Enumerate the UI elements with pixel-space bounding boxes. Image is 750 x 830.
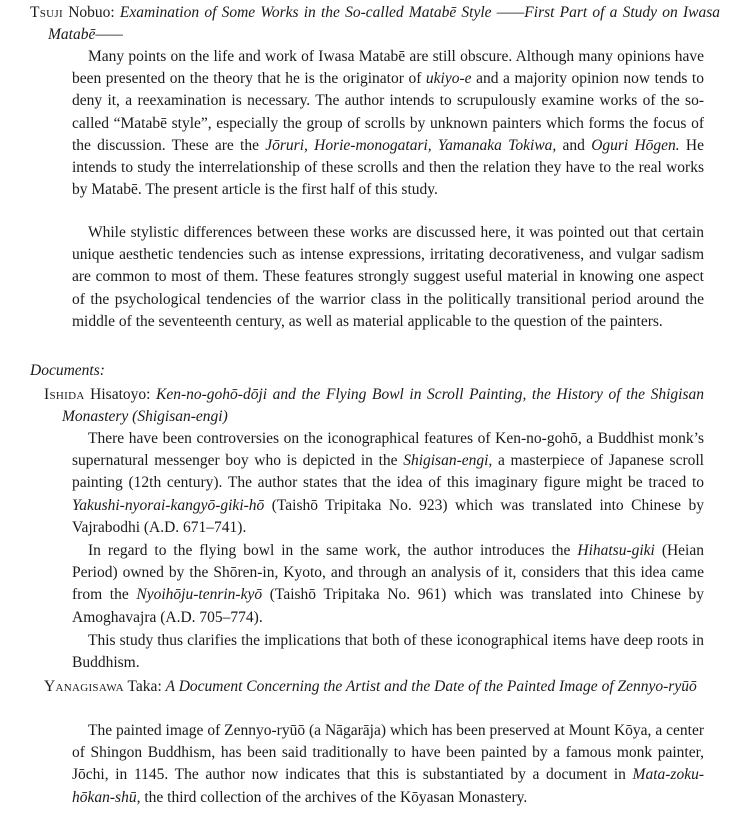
entry1-p1-and: and (556, 136, 592, 154)
entry1-p1-text-c: He intends to study the interrelationship of these scrolls and then the relation they have to the real works by Matabē. The present article is the first half of this study. (72, 136, 704, 199)
entry3-author-family: Yanagisawa (44, 678, 124, 695)
entry3-p1-mata: Mata-zoku-hōkan-shū, (72, 766, 704, 806)
entry2-paragraph-3: This study thus clarifies the implications that both of these iconographical items have deep roots in Buddhism. (72, 632, 704, 672)
entry2-p2-hihatsu: Hihatsu-giki (577, 542, 655, 559)
entry2-p2-text-b: (Heian Period) owned by the Shōren-in, Kyoto, and through an analysis of it, considers that this idea came from the (72, 542, 704, 604)
entry1-paragraph-2: While stylistic differences between these works are discussed here, it was pointed out that certain unique aesthetic tendencies such as intense expressions, irritating decorativeness, and vulgar sadism are common to most of them. These features strongly suggest useful material in knowing one aspect of the psychological tendencies of the warrior class in the politically transitional period around the middle of the seventeenth century, as well as material applicable to the question of the painters. (72, 224, 704, 330)
entry1-p1-oguri: Oguri Hōgen. (591, 136, 680, 154)
entry2-paragraph-1 (72, 428, 704, 539)
entry1-paragraph-1 (72, 46, 704, 201)
documents-label: Documents: (30, 362, 105, 379)
entry1-heading: Tsuji Nobuo: Examination of Some Works in the So-called Matabē Style ——First Part of a Study on Iwasa Matabē—— (30, 4, 720, 43)
entry2-title-a: Ken-no-gohō-dōji and the Flying Bowl in Scroll Painting, the History of the Shigisan Monastery (62, 386, 705, 425)
entry1-author-family: Tsuji (30, 4, 63, 21)
entry1-p1-text-b: and a majority opinion now tends to deny it, a reexamination is necessary. The author intends to scrupulously examine works of the so-called “Matabē style”, especially the group of scrolls by unknown painters which forms the focus of the discussion. These are the (72, 70, 704, 154)
entry2-p1-yakushi: Yakushi-nyorai-kangyō-giki-hō (72, 496, 265, 514)
entry3-title: A Document Concerning the Artist and the Date of the Painted Image of Zennyo-ryūō (165, 678, 697, 695)
entry3-paragraph-1 (72, 720, 704, 809)
entry2-title-b: (Shigisan-engi) (132, 408, 228, 425)
entry2-author-family: Ishida (44, 386, 85, 403)
entry2-p2-text-a: In regard to the flying bowl in the same work, the author introduces the (88, 542, 578, 559)
entry1-title: Examination of Some Works in the So-called Matabē Style ——First Part of a Study on Iwasa Matabē—— (48, 4, 720, 43)
entry2-heading: Ishida Hisatoyo: Ken-no-gohō-dōji and the Flying Bowl in Scroll Painting, the History of the Shigisan Monastery (Shigisan-engi) (44, 386, 705, 425)
entry3-author-given: Taka (127, 678, 158, 695)
entry2-p2-nyoi: Nyoihōju-tenrin-kyō (136, 586, 263, 604)
entry2-p1-text-a: There have been controversies on the iconographical features of Ken-no-gohō, a Buddhist monk’s supernatural messenger boy who is depicted in the (72, 430, 704, 470)
entry2-p1-text-b: a masterpiece of Japanese scroll painting (12th century). The author states that the idea of this imaginary figure might be traced to (72, 452, 704, 492)
entry1-author-given: Nobuo (68, 4, 111, 21)
entry2-paragraph-2 (72, 540, 704, 629)
entry3-heading: Yanagisawa Taka: A Document Concerning the Artist and the Date of the Painted Image of Zennyo-ryūō (44, 678, 697, 695)
entry2-p1-text-c: (Taishō Tripitaka No. 923) which was translated into Chinese by Vajrabodhi (A.D. 671–741). (72, 496, 704, 536)
entry3-p1-text-a: The painted image of Zennyo-ryūō (a Nāgarāja) which has been preserved at Mount Kōya, a center of Shingon Buddhism, has been said traditionally to have been painted by a famous monk painter, Jōchi, in 1145. The author now indicates that this is substantiated by a document in (72, 722, 704, 784)
entry2-p1-shigisan: Shigisan-engi, (403, 452, 493, 470)
entry3-p1-text-b: the third collection of the archives of the Kōyasan Monastery. (140, 788, 528, 806)
entry1-p1-text-a: Many points on the life and work of Iwasa Matabē are still obscure. Although many opinions have been presented on the theory that he is the originator of (72, 48, 704, 88)
entry1-p1-ukiyoe: ukiyo-e (425, 70, 472, 88)
entry2-author-given: Hisatoyo (90, 386, 147, 403)
entry2-p2-text-c: (Taishō Tripitaka No. 961) which was translated into Chinese by Amoghavajra (A.D. 705–774). (72, 586, 705, 626)
entry1-p1-joruri: Jōruri, Horie-monogatari, Yamanaka Tokiwa, (265, 136, 557, 154)
